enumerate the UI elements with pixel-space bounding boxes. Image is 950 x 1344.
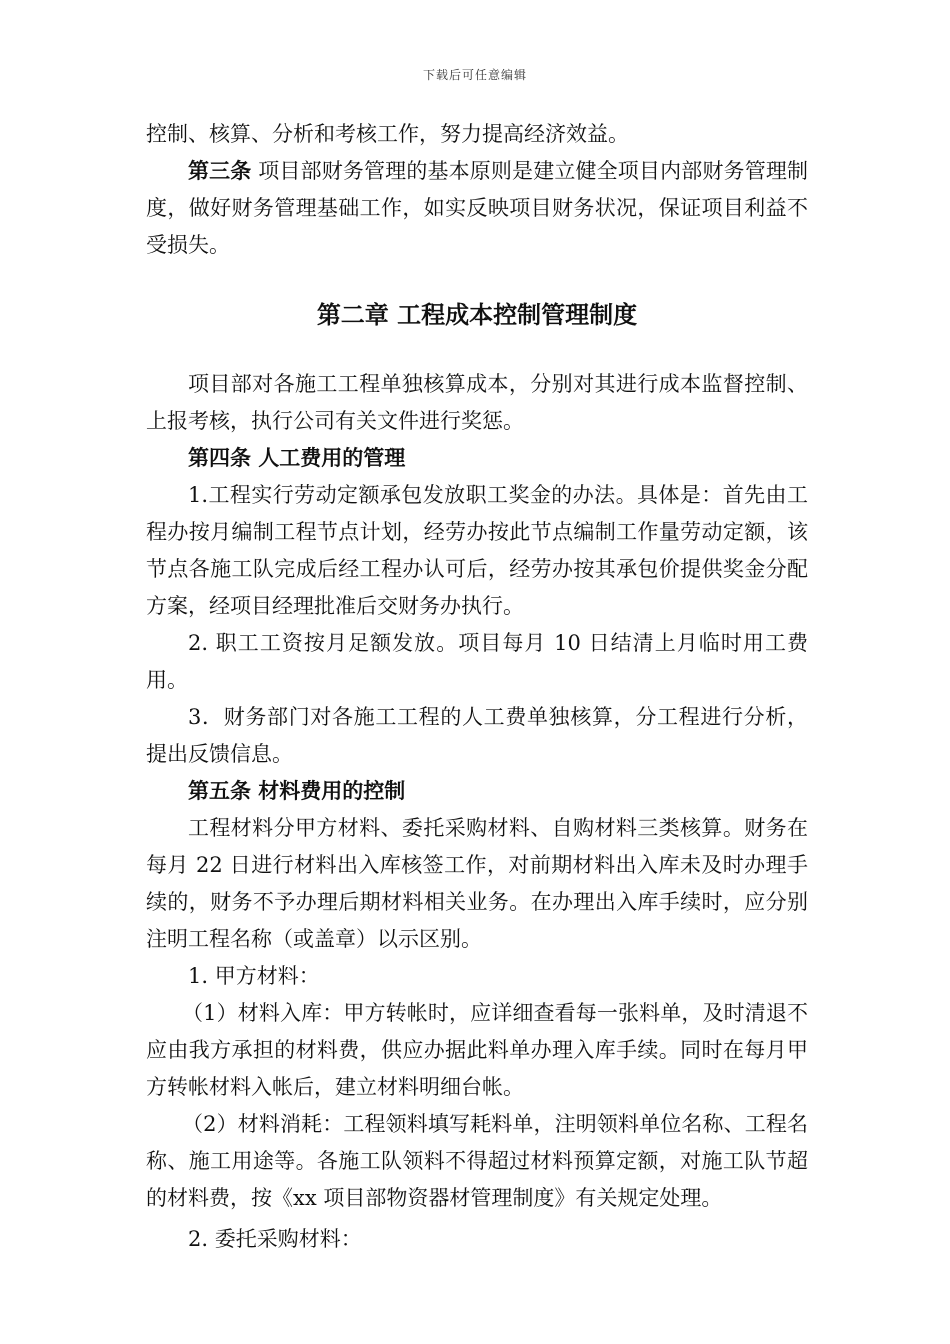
article-4-item-2: 2. 职工工资按月足额发放。项目每月 10 日结清上月临时用工费用。 <box>146 631 808 692</box>
article-5-item-2: 2. 委托采购材料： <box>188 1227 362 1251</box>
chapter-2-intro: 项目部对各施工工程单独核算成本，分别对其进行成本监督控制、上报考核，执行公司有关文件进行奖惩。 <box>146 372 808 433</box>
article-5-intro: 工程材料分甲方材料、委托采购材料、自购材料三类核算。财务在每月 22 日进行材料出入库核签工作，对前期材料出入库未及时办理手续的，财务不予办理后期材料相关业务。在办理出入库手续时，应分别注明工程名称（或盖章）以示区别。 <box>146 816 808 951</box>
page-header: 下载后可任意编辑 <box>422 68 527 82</box>
article-5-heading: 第五条 材料费用的控制 <box>188 779 406 803</box>
chapter-2-title: 第二章 工程成本控制管理制度 <box>316 301 638 329</box>
article-3-text: 项目部财务管理的基本原则是建立健全项目内部财务管理制度，做好财务管理基础工作，如实反映项目财务状况，保证项目利益不受损失。 <box>146 159 808 257</box>
article-4-item-3: 3．财务部门对各施工工程的人工费单独核算，分工程进行分析，提出反馈信息。 <box>146 705 808 766</box>
document-body <box>146 116 808 1258</box>
paragraph-continuation: 控制、核算、分析和考核工作，努力提高经济效益。 <box>146 122 629 146</box>
article-4-heading: 第四条 人工费用的管理 <box>188 446 406 470</box>
article-3-paragraph <box>146 153 808 264</box>
article-4-item-1: 1.工程实行劳动定额承包发放职工奖金的办法。具体是：首先由工程办按月编制工程节点计划，经劳办按此节点编制工作量劳动定额，该节点各施工队完成后经工程办认可后，经劳办按其承包价提供奖金分配方案，经项目经理批准后交财务办执行。 <box>146 483 808 618</box>
article-5-item-1-a: （1）材料入库：甲方转帐时，应详细查看每一张料单，及时清退不应由我方承担的材料费，供应办据此料单办理入库手续。同时在每月甲方转帐材料入帐后，建立材料明细台帐。 <box>146 1001 808 1099</box>
article-5-item-1-b: （2）材料消耗：工程领料填写耗料单，注明领料单位名称、工程名称、施工用途等。各施工队领料不得超过材料预算定额，对施工队节超的材料费，按《xx 项目部物资器材管理制度》有关规定处理。 <box>146 1112 808 1210</box>
article-5-item-1: 1. 甲方材料： <box>188 964 320 988</box>
article-3-label: 第三条 <box>188 159 252 183</box>
